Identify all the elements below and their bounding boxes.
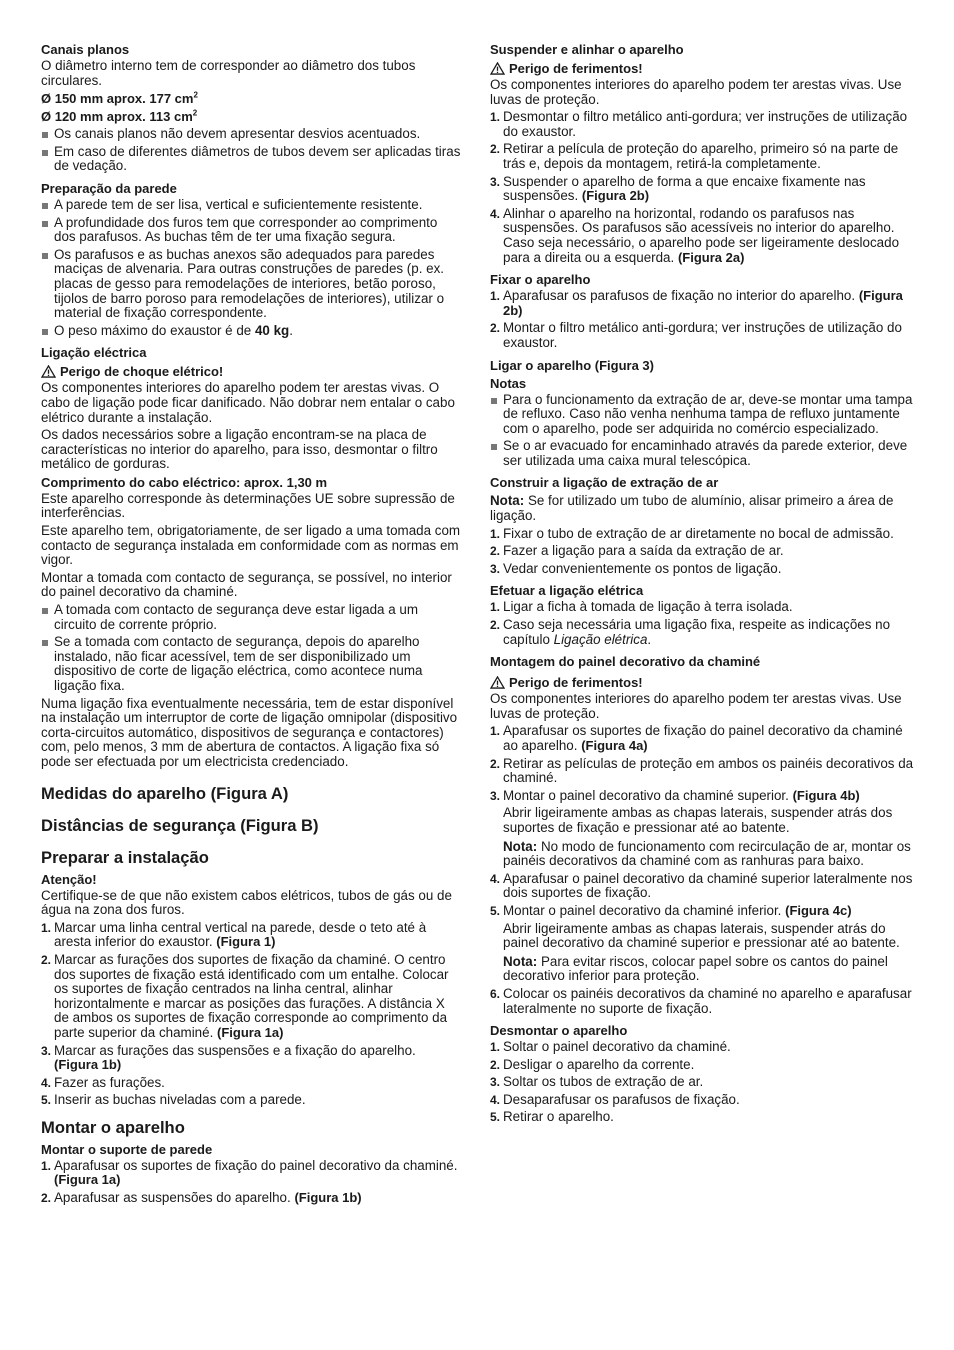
- bullet-list: [41, 603, 461, 694]
- list-item: 1. Aparafusar os parafusos de fixação no interior do aparelho. (Figura 2b): [490, 288, 903, 318]
- list-item: Para o funcionamento da extração de ar, deve-se montar uma tampa de refluxo. Caso não venha nenhuma tampa de refluxo juntamente com o aparelho, pode ser adquirida no comércio especializado.: [490, 393, 914, 437]
- warning-label: Perigo de ferimentos!: [490, 675, 914, 690]
- warning-triangle-icon: [490, 676, 505, 689]
- heading-preparacao-parede: Preparação da parede: [41, 180, 177, 196]
- numbered-list: [490, 289, 914, 350]
- list-item: 2. Caso seja necessária uma ligação fixa, respeite as indicações no capítulo Ligação elétrica.: [490, 617, 891, 647]
- heading-montagem-painel: Montagem do painel decorativo da chaminé: [490, 654, 761, 670]
- right-column: [490, 40, 914, 1128]
- list-item: 4. Desaparafusar os parafusos de fixação.: [490, 1091, 740, 1107]
- list-item: 1. Aparafusar os suportes de fixação do painel decorativo da chaminé. (Figura 1a): [41, 1157, 458, 1188]
- bullet-list: [490, 393, 914, 469]
- heading-canais-planos: Canais planos: [41, 42, 130, 57]
- paragraph: Os componentes interiores do aparelho podem ter arestas vivas. Use luvas de proteção.: [490, 77, 902, 107]
- numbered-list: [490, 527, 914, 577]
- list-item: 5. Inserir as buchas niveladas com a parede.: [41, 1092, 306, 1108]
- warning-triangle-icon: [490, 62, 505, 75]
- list-item: Os canais planos não devem apresentar desvios acentuados.: [41, 127, 461, 142]
- numbered-list: [41, 921, 461, 1108]
- list-item: 2. Desligar o aparelho da corrente.: [490, 1056, 695, 1072]
- heading-fixar: Fixar o aparelho: [490, 272, 591, 288]
- heading-comprimento-cabo: Comprimento do cabo eléctrico: aprox. 1,30 m: [41, 474, 328, 490]
- list-item: 3. Montar o painel decorativo da chaminé superior. (Figura 4b): [490, 787, 860, 803]
- paragraph: Os dados necessários sobre a ligação encontram-se na placa de características no interior do aparelho, para isso, desmontar o filtro metálico de gorduras.: [41, 427, 438, 472]
- list-item: 5. Retirar o aparelho.: [490, 1109, 614, 1125]
- list-item: 4. Aparafusar o painel decorativo da chaminé superior lateralmente nos dois suportes de fixação.: [490, 870, 913, 901]
- paragraph: Certifique-se de que não existem cabos elétricos, tubos de gás ou de água na zona dos furos.: [41, 887, 452, 918]
- paragraph: Numa ligação fixa eventualmente necessária, tem de estar disponível na instalação um interruptor de corte de ligação omnipolar (dispositivo corta-circuitos automático, dispositivos de segurança e contactores) com, pelo menos, 3 mm de abertura de contactos. A ligação fixa só pode ser efectuada por um electricista credenciado.: [41, 695, 458, 769]
- heading-ligar: Ligar o aparelho (Figura 3): [490, 357, 654, 373]
- numbered-list: [490, 1040, 914, 1125]
- bullet-list: [41, 127, 461, 174]
- list-item: Os parafusos e as buchas anexos são adequados para paredes maciças de alvenaria. Para outras construções de paredes (p. ex. placas de gesso para remodelações de interiores, betão poroso, tijolos de barro poroso para remodelações de interiores), utilizar o material de fixação correspondente.: [41, 248, 461, 321]
- heading-efetuar: Efetuar a ligação elétrica: [490, 583, 644, 599]
- list-item: 3. Suspender o aparelho de forma a que encaixe fixamente nas suspensões. (Figura 2b): [490, 173, 866, 204]
- warning-label: Perigo de ferimentos!: [490, 61, 914, 76]
- paragraph: Os componentes interiores do aparelho podem ter arestas vivas. Use luvas de proteção.: [490, 691, 902, 721]
- list-item: 1. Desmontar o filtro metálico anti-gordura; ver instruções de utilização do exaustor.: [490, 109, 908, 139]
- list-item: 2. Fazer a ligação para a saída da extração de ar.: [490, 543, 784, 559]
- step-detail: Abrir ligeiramente ambas as chapas laterais, suspender atrás dos suportes de fixação e pressionar até ao batente.: [503, 805, 893, 835]
- numbered-list: [490, 724, 914, 803]
- paragraph: O diâmetro interno tem de corresponder ao diâmetro dos tubos circulares.: [41, 58, 416, 88]
- list-item: 2. Retirar a película de proteção do aparelho, primeiro só na parte de trás e, depois da montagem, retirá-la completamente.: [490, 141, 899, 171]
- list-item: Se a tomada com contacto de segurança, depois do aparelho instalado, não ficar acessível, tem de ser disponibilizado um dispositivo de corte de ligação eléctrica, como acontece numa ligação fixa.: [41, 635, 461, 693]
- list-item: 3. Soltar os tubos de extração de ar.: [490, 1074, 704, 1090]
- paragraph: Este aparelho corresponde às determinações UE sobre supressão de interferências.: [41, 490, 455, 521]
- spec-line-150: Ø 150 mm aprox. 177 $cm^2$: [41, 90, 198, 107]
- numbered-list: [490, 110, 914, 265]
- list-item: 5. Montar o painel decorativo da chaminé inferior. (Figura 4c): [490, 902, 852, 918]
- list-item: A parede tem de ser lisa, vertical e suficientemente resistente.: [41, 198, 461, 213]
- heading-medidas: Medidas do aparelho (Figura A): [41, 783, 289, 803]
- numbered-list: [490, 987, 914, 1016]
- list-item: 2. Marcar as furações dos suportes de fixação da chaminé. O centro dos suportes de fixação está identificado com um entalhe. Colocar os suportes de fixação centrados na linha central, alinhar horizontalmente e marcar as posições das furações. A distância X de ambos os suportes de fixação corresponde ao comprimento da parte superior da chaminé. (Figura 1a): [41, 951, 449, 1040]
- list-item: A tomada com contacto de segurança deve estar ligada a um circuito de corrente próprio.: [41, 603, 461, 632]
- list-item: 2. Retirar as películas de proteção em ambos os painéis decorativos da chaminé.: [490, 755, 914, 786]
- step-detail: Abrir ligeiramente ambas as chapas laterais, suspender atrás do painel decorativo da chaminé superior e pressionar até ao batente.: [503, 920, 900, 951]
- warning-label: Perigo de choque elétrico!: [41, 364, 461, 379]
- list-item: A profundidade dos furos tem que corresponder ao comprimento dos parafusos. As buchas têm de ter uma fixação segura.: [41, 216, 461, 245]
- bullet-list: [41, 198, 461, 338]
- left-column: [41, 40, 461, 1209]
- list-item: 3. Marcar as furações das suspensões e a fixação do aparelho. (Figura 1b): [41, 1042, 416, 1073]
- heading-notas: Notas: [490, 375, 527, 391]
- paragraph: Este aparelho tem, obrigatoriamente, de ser ligado a uma tomada com contacto de segurança instalada em conformidade com as normas em vigor.: [41, 523, 461, 568]
- heading-suspender: Suspender e alinhar o aparelho: [490, 42, 684, 57]
- heading-montar-aparelho: Montar o aparelho: [41, 1117, 185, 1137]
- numbered-list: [490, 872, 914, 919]
- spec-line-120: Ø 120 mm aprox. 113 $cm^2$: [41, 108, 198, 125]
- numbered-list: [490, 600, 914, 647]
- paragraph: Os componentes interiores do aparelho podem ter arestas vivas. O cabo de ligação pode ficar danificado. Não dobrar nem entalar o cabo elétrico durante a instalação.: [41, 380, 455, 425]
- heading-atencao: Atenção!: [41, 871, 97, 887]
- numbered-list: [41, 1159, 461, 1206]
- list-item: 1. Ligar a ficha à tomada de ligação à terra isolada.: [490, 599, 793, 615]
- list-item: 3. Vedar convenientemente os pontos de ligação.: [490, 560, 782, 576]
- list-item: 2. Montar o filtro metálico anti-gordura; ver instruções de utilização do exaustor.: [490, 320, 902, 350]
- list-item: 4. Fazer as furações.: [41, 1074, 165, 1090]
- note: Nota: No modo de funcionamento com recirculação de ar, montar os painéis decorativos da chaminé com as ranhuras para baixo.: [503, 838, 911, 869]
- heading-ligacao-electrica: Ligação eléctrica: [41, 345, 147, 361]
- list-item: 1. Marcar uma linha central vertical na parede, desde o teto até à aresta inferior do exaustor. (Figura 1): [41, 919, 427, 950]
- paragraph: Montar a tomada com contacto de segurança, se possível, no interior do painel decorativo da chaminé.: [41, 569, 452, 600]
- heading-preparar-instalacao: Preparar a instalação: [41, 847, 209, 867]
- list-item: 4. Alinhar o aparelho na horizontal, rodando os parafusos nas suspensões. Os parafusos são acessíveis no interior do aparelho. Caso seja necessário, o aparelho pode ser ligeiramente deslocado para a direita ou a esquerda. (Figura 2a): [490, 205, 900, 265]
- heading-desmontar: Desmontar o aparelho: [490, 1023, 628, 1039]
- heading-montar-suporte: Montar o suporte de parede: [41, 1141, 213, 1157]
- list-item: Em caso de diferentes diâmetros de tubos devem ser aplicadas tiras de vedação.: [41, 145, 461, 174]
- note: Nota: Para evitar riscos, colocar papel sobre os cantos do painel decorativo inferior para proteção.: [503, 953, 888, 984]
- heading-construir: Construir a ligação de extração de ar: [490, 475, 719, 491]
- list-item: 1. Fixar o tubo de extração de ar diretamente no bocal de admissão.: [490, 525, 894, 541]
- heading-distancias: Distâncias de segurança (Figura B): [41, 815, 319, 835]
- list-item: 6. Colocar os painéis decorativos da chaminé no aparelho e aparafusar lateralmente no suporte de fixação.: [490, 985, 912, 1016]
- list-item: 1. Soltar o painel decorativo da chaminé.: [490, 1039, 731, 1055]
- warning-triangle-icon: [41, 365, 56, 378]
- list-item: 2. Aparafusar as suspensões do aparelho. (Figura 1b): [41, 1190, 362, 1206]
- list-item: 1. Aparafusar os suportes de fixação do painel decorativo da chaminé ao aparelho. (Figura 4a): [490, 723, 903, 753]
- note: Nota: Se for utilizado um tubo de alumínio, alisar primeiro a área de ligação.: [490, 493, 894, 524]
- list-item: O peso máximo do exaustor é de 40 kg.: [41, 324, 461, 339]
- list-item: Se o ar evacuado for encaminhado através da parede exterior, deve ser utilizada uma caixa mural telescópica.: [490, 439, 914, 468]
